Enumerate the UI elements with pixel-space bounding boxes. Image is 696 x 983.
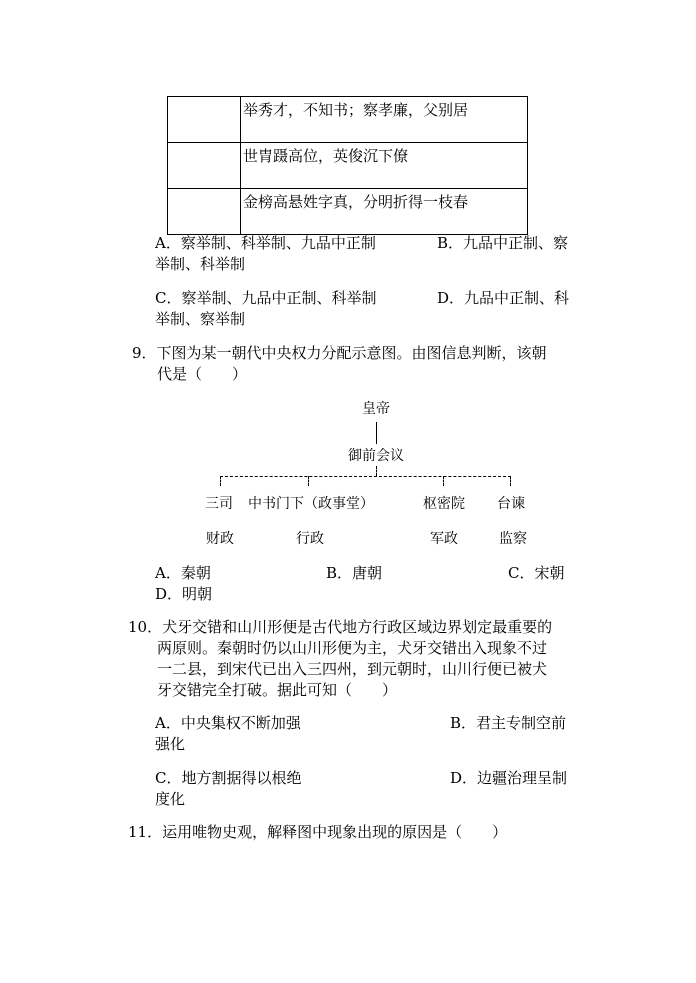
q11-stem-line1: 11．运用唯物史观，解释图中现象出现的原因是（ ） [128, 823, 508, 841]
diagram-branch-line [220, 476, 511, 477]
q8-option-cd-cont: 举制、察举制 [155, 310, 246, 328]
q8-option-ab-cont: 举制、科举制 [155, 255, 246, 273]
q8-option-a: A．察举制、科举制、九品中正制 [155, 234, 376, 252]
table-cell-empty [168, 143, 241, 189]
q10-option-d: D．边疆治理呈制 [450, 769, 568, 787]
q10-option-b: B．君主专制空前 [450, 714, 567, 732]
diagram-func-admin: 行政 [296, 531, 324, 547]
diagram-emperor: 皇帝 [362, 401, 390, 417]
q10-stem-line1: 10．犬牙交错和山川形便是古代地方行政区域边界划定最重要的 [128, 618, 553, 636]
q10-option-d-cont: 度化 [155, 790, 186, 808]
table-cell-poem: 举秀才，不知书；察孝廉，父别居 [241, 97, 528, 143]
q10-stem-line2: 两原则。秦朝时仍以山川形便为主，犬牙交错出入现象不过 [157, 639, 548, 657]
table-row [168, 97, 528, 143]
q10-option-a: A．中央集权不断加强 [155, 714, 301, 732]
q10-option-c: C．地方割据得以根绝 [155, 769, 302, 787]
diagram-council: 御前会议 [348, 448, 404, 464]
q9-option-c: C．宋朝 [508, 564, 565, 582]
diagram-func-supervision: 监察 [499, 531, 527, 547]
q10-option-b-cont: 强化 [155, 735, 186, 753]
diagram-org-zhongshu: 中书门下（政事堂） [248, 496, 374, 512]
diagram-org-sansi: 三司 [205, 496, 233, 512]
diagram-org-taijian: 台谏 [497, 496, 525, 512]
q8-option-c: C．察举制、九品中正制、科举制 [155, 289, 377, 307]
diagram-connector [308, 476, 309, 486]
table-cell-poem: 金榜高悬姓字真，分明折得一枝春 [241, 189, 528, 235]
q8-option-d: D．九品中正制、科 [437, 289, 570, 307]
table-cell-poem: 世胄蹑高位，英俊沉下僚 [241, 143, 528, 189]
table-row [168, 189, 528, 235]
diagram-connector [220, 476, 221, 486]
diagram-connector [443, 476, 444, 486]
q9-option-b: B．唐朝 [326, 564, 383, 582]
q8-option-b: B．九品中正制、察 [437, 234, 569, 252]
q9-option-a: A．秦朝 [155, 564, 211, 582]
q9-stem-line1: 9．下图为某一朝代中央权力分配示意图。由图信息判断，该朝 [132, 344, 547, 362]
q8-table [167, 96, 528, 235]
q9-stem-line2: 代是（ ） [157, 365, 248, 383]
q9-option-d: D．明朝 [155, 585, 213, 603]
diagram-connector [510, 476, 511, 486]
q10-stem-line4: 牙交错完全打破。据此可知（ ） [157, 681, 398, 699]
table-cell-empty [168, 97, 241, 143]
diagram-org-shumi: 枢密院 [423, 496, 465, 512]
diagram-func-military: 军政 [430, 531, 458, 547]
diagram-connector [376, 422, 377, 444]
diagram-connector [376, 466, 377, 476]
diagram-func-finance: 财政 [206, 531, 234, 547]
q10-stem-line3: 一二县，到宋代已出入三四州，到元朝时，山川行便已被犬 [157, 660, 548, 678]
table-row [168, 143, 528, 189]
table-cell-empty [168, 189, 241, 235]
